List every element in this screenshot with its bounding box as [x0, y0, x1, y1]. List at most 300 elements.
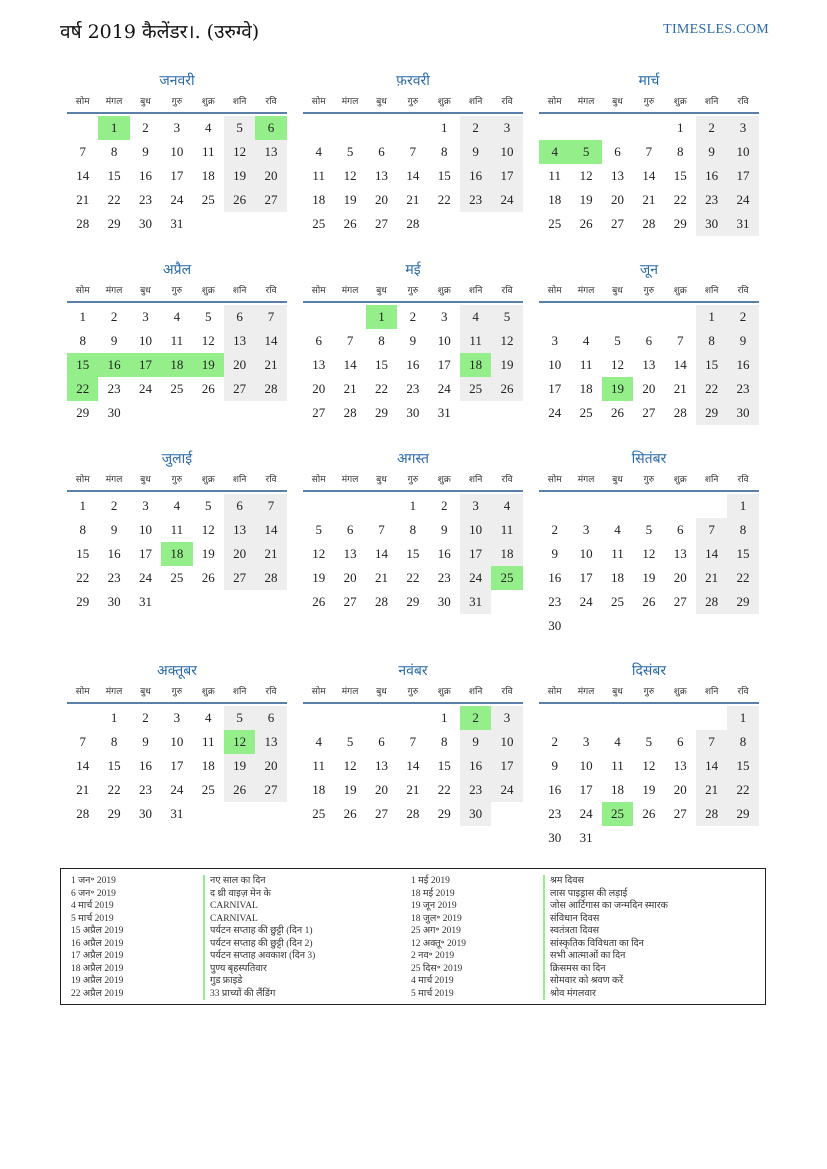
day-cell[interactable]: 1: [696, 305, 727, 329]
day-cell[interactable]: 25: [312, 806, 326, 821]
day-cell[interactable]: 9: [409, 333, 417, 348]
day-cell[interactable]: 4: [614, 734, 621, 749]
day-cell[interactable]: 29: [673, 216, 687, 231]
day-cell[interactable]: 8: [79, 333, 86, 348]
day-cell[interactable]: 16: [437, 546, 451, 561]
day-cell[interactable]: 21: [255, 353, 286, 377]
day-cell[interactable]: 9: [551, 546, 558, 561]
day-cell[interactable]: 12: [201, 333, 215, 348]
day-cell[interactable]: 12: [343, 758, 357, 773]
day-cell[interactable]: 15: [107, 758, 121, 773]
day-cell[interactable]: 2: [142, 710, 149, 725]
day-cell[interactable]: 28: [406, 216, 420, 231]
day-cell[interactable]: 20: [642, 381, 656, 396]
day-cell[interactable]: 12: [224, 140, 255, 164]
day-cell[interactable]: 1: [441, 710, 448, 725]
day-cell[interactable]: 1: [79, 498, 86, 513]
day-cell[interactable]: 31: [170, 806, 184, 821]
day-cell[interactable]: 26: [201, 570, 215, 585]
day-cell[interactable]: 25: [201, 192, 215, 207]
day-cell[interactable]: 1: [409, 498, 417, 513]
day-cell[interactable]: 25: [548, 216, 562, 231]
day-cell[interactable]: 12: [610, 357, 624, 372]
day-cell[interactable]: 16: [548, 782, 562, 797]
day-cell[interactable]: 22: [67, 377, 98, 401]
day-cell[interactable]: 29: [406, 594, 420, 609]
day-cell[interactable]: 15: [696, 353, 727, 377]
day-cell[interactable]: 9: [142, 144, 149, 159]
day-cell[interactable]: 3: [727, 116, 758, 140]
day-cell[interactable]: 30: [406, 405, 420, 420]
day-cell[interactable]: 10: [579, 546, 593, 561]
day-cell[interactable]: 10: [491, 730, 522, 754]
day-cell[interactable]: 26: [343, 806, 357, 821]
day-cell[interactable]: 21: [374, 570, 388, 585]
day-cell[interactable]: 6: [378, 144, 385, 159]
day-cell[interactable]: 11: [201, 734, 215, 749]
day-cell[interactable]: 17: [460, 542, 491, 566]
day-cell[interactable]: 29: [76, 594, 90, 609]
day-cell[interactable]: 3: [582, 522, 590, 537]
day-cell[interactable]: 8: [441, 144, 448, 159]
day-cell[interactable]: 10: [138, 522, 152, 537]
day-cell[interactable]: 16: [138, 168, 152, 183]
day-cell[interactable]: 18: [548, 192, 562, 207]
day-cell[interactable]: 25: [610, 594, 624, 609]
day-cell[interactable]: 26: [224, 778, 255, 802]
day-cell[interactable]: 6: [255, 116, 286, 140]
day-cell[interactable]: 24: [548, 405, 562, 420]
day-cell[interactable]: 17: [170, 168, 184, 183]
day-cell[interactable]: 5: [645, 734, 653, 749]
day-cell[interactable]: 28: [673, 405, 687, 420]
day-cell[interactable]: 24: [727, 188, 758, 212]
day-cell[interactable]: 27: [343, 594, 357, 609]
day-cell[interactable]: 19: [343, 192, 357, 207]
day-cell[interactable]: 11: [611, 758, 624, 773]
day-cell[interactable]: 4: [491, 494, 522, 518]
day-cell[interactable]: 13: [224, 329, 255, 353]
day-cell[interactable]: 25: [170, 381, 184, 396]
day-cell[interactable]: 30: [727, 401, 758, 425]
day-cell[interactable]: 21: [406, 192, 420, 207]
day-cell[interactable]: 9: [727, 329, 758, 353]
day-cell[interactable]: 7: [409, 734, 417, 749]
day-cell[interactable]: 4: [315, 734, 322, 749]
day-cell[interactable]: 12: [642, 758, 656, 773]
day-cell[interactable]: 7: [645, 144, 653, 159]
day-cell[interactable]: 2: [727, 305, 758, 329]
day-cell[interactable]: 3: [582, 734, 590, 749]
day-cell[interactable]: 7: [346, 333, 354, 348]
day-cell[interactable]: 14: [406, 168, 420, 183]
day-cell[interactable]: 19: [312, 570, 326, 585]
day-cell[interactable]: 24: [170, 192, 184, 207]
day-cell[interactable]: 21: [642, 192, 656, 207]
day-cell[interactable]: 14: [255, 329, 286, 353]
day-cell[interactable]: 22: [437, 192, 451, 207]
day-cell[interactable]: 16: [696, 164, 727, 188]
day-cell[interactable]: 23: [107, 570, 121, 585]
day-cell[interactable]: 18: [579, 381, 593, 396]
day-cell[interactable]: 1: [79, 309, 86, 324]
day-cell[interactable]: 13: [374, 758, 388, 773]
day-cell[interactable]: 25: [491, 566, 522, 590]
day-cell[interactable]: 28: [374, 594, 388, 609]
day-cell[interactable]: 2: [409, 309, 417, 324]
day-cell[interactable]: 5: [205, 309, 212, 324]
day-cell[interactable]: 5: [224, 706, 255, 730]
day-cell[interactable]: 28: [642, 216, 656, 231]
day-cell[interactable]: 6: [614, 144, 621, 159]
day-cell[interactable]: 7: [79, 734, 86, 749]
day-cell[interactable]: 17: [130, 353, 161, 377]
day-cell[interactable]: 2: [460, 706, 491, 730]
day-cell[interactable]: 28: [343, 405, 357, 420]
day-cell[interactable]: 25: [201, 782, 215, 797]
day-cell[interactable]: 29: [437, 806, 451, 821]
day-cell[interactable]: 27: [374, 806, 388, 821]
day-cell[interactable]: 17: [437, 357, 451, 372]
day-cell[interactable]: 5: [491, 305, 522, 329]
day-cell[interactable]: 10: [437, 333, 451, 348]
day-cell[interactable]: 6: [645, 333, 653, 348]
day-cell[interactable]: 8: [110, 144, 118, 159]
day-cell[interactable]: 3: [173, 120, 181, 135]
day-cell[interactable]: 4: [315, 144, 322, 159]
day-cell[interactable]: 24: [138, 570, 152, 585]
day-cell[interactable]: 8: [696, 329, 727, 353]
day-cell[interactable]: 15: [374, 357, 388, 372]
day-cell[interactable]: 7: [255, 305, 286, 329]
day-cell[interactable]: 13: [610, 168, 624, 183]
day-cell[interactable]: 12: [491, 329, 522, 353]
day-cell[interactable]: 8: [409, 522, 417, 537]
day-cell[interactable]: 22: [696, 377, 727, 401]
day-cell[interactable]: 24: [491, 188, 522, 212]
day-cell[interactable]: 19: [642, 570, 656, 585]
day-cell[interactable]: 15: [673, 168, 687, 183]
day-cell[interactable]: 4: [205, 710, 212, 725]
day-cell[interactable]: 9: [551, 758, 558, 773]
day-cell[interactable]: 31: [170, 216, 184, 231]
day-cell[interactable]: 28: [406, 806, 420, 821]
day-cell[interactable]: 23: [138, 192, 152, 207]
day-cell[interactable]: 13: [255, 140, 286, 164]
day-cell[interactable]: 5: [315, 522, 322, 537]
day-cell[interactable]: 27: [255, 778, 286, 802]
day-cell[interactable]: 14: [374, 546, 388, 561]
day-cell[interactable]: 12: [343, 168, 357, 183]
day-cell[interactable]: 10: [170, 144, 184, 159]
day-cell[interactable]: 24: [579, 806, 593, 821]
day-cell[interactable]: 19: [491, 353, 522, 377]
day-cell[interactable]: 4: [539, 140, 570, 164]
day-cell[interactable]: 11: [312, 168, 325, 183]
day-cell[interactable]: 20: [610, 192, 624, 207]
day-cell[interactable]: 26: [224, 188, 255, 212]
day-cell[interactable]: 30: [138, 806, 152, 821]
day-cell[interactable]: 2: [551, 522, 558, 537]
day-cell[interactable]: 20: [374, 192, 388, 207]
day-cell[interactable]: 8: [727, 730, 758, 754]
day-cell[interactable]: 17: [727, 164, 758, 188]
day-cell[interactable]: 20: [374, 782, 388, 797]
day-cell[interactable]: 28: [255, 566, 286, 590]
day-cell[interactable]: 16: [107, 546, 121, 561]
day-cell[interactable]: 8: [378, 333, 385, 348]
day-cell[interactable]: 3: [491, 706, 522, 730]
day-cell[interactable]: 30: [138, 216, 152, 231]
day-cell[interactable]: 9: [460, 730, 491, 754]
day-cell[interactable]: 8: [441, 734, 448, 749]
day-cell[interactable]: 1: [110, 710, 118, 725]
day-cell[interactable]: 26: [491, 377, 522, 401]
day-cell[interactable]: 17: [138, 546, 152, 561]
day-cell[interactable]: 30: [548, 830, 562, 845]
day-cell[interactable]: 27: [673, 594, 687, 609]
day-cell[interactable]: 25: [460, 377, 491, 401]
day-cell[interactable]: 23: [460, 188, 491, 212]
day-cell[interactable]: 1: [677, 120, 684, 135]
day-cell[interactable]: 3: [460, 494, 491, 518]
day-cell[interactable]: 2: [110, 309, 118, 324]
day-cell[interactable]: 14: [673, 357, 687, 372]
day-cell[interactable]: 31: [579, 830, 593, 845]
day-cell[interactable]: 17: [491, 754, 522, 778]
day-cell[interactable]: 28: [76, 806, 90, 821]
day-cell[interactable]: 14: [696, 754, 727, 778]
day-cell[interactable]: 24: [579, 594, 593, 609]
day-cell[interactable]: 11: [170, 333, 184, 348]
day-cell[interactable]: 6: [346, 522, 354, 537]
day-cell[interactable]: 21: [673, 381, 687, 396]
day-cell[interactable]: 31: [460, 590, 491, 614]
day-cell[interactable]: 4: [205, 120, 212, 135]
day-cell[interactable]: 19: [201, 546, 215, 561]
day-cell[interactable]: 19: [193, 353, 224, 377]
day-cell[interactable]: 14: [255, 518, 286, 542]
day-cell[interactable]: 9: [696, 140, 727, 164]
day-cell[interactable]: 18: [312, 782, 326, 797]
day-cell[interactable]: 13: [343, 546, 357, 561]
day-cell[interactable]: 13: [224, 518, 255, 542]
day-cell[interactable]: 9: [110, 333, 118, 348]
day-cell[interactable]: 5: [645, 522, 653, 537]
day-cell[interactable]: 14: [76, 758, 90, 773]
day-cell[interactable]: 31: [727, 212, 758, 236]
day-cell[interactable]: 22: [107, 782, 121, 797]
day-cell[interactable]: 16: [460, 754, 491, 778]
day-cell[interactable]: 20: [673, 782, 687, 797]
day-cell[interactable]: 11: [170, 522, 184, 537]
day-cell[interactable]: 1: [98, 116, 129, 140]
day-cell[interactable]: 27: [673, 806, 687, 821]
day-cell[interactable]: 13: [673, 758, 687, 773]
day-cell[interactable]: 26: [343, 216, 357, 231]
day-cell[interactable]: 21: [696, 778, 727, 802]
day-cell[interactable]: 5: [346, 734, 354, 749]
day-cell[interactable]: 16: [548, 570, 562, 585]
day-cell[interactable]: 30: [548, 618, 562, 633]
day-cell[interactable]: 28: [255, 377, 286, 401]
day-cell[interactable]: 17: [170, 758, 184, 773]
day-cell[interactable]: 27: [642, 405, 656, 420]
day-cell[interactable]: 20: [224, 542, 255, 566]
day-cell[interactable]: 3: [491, 116, 522, 140]
day-cell[interactable]: 29: [727, 590, 758, 614]
day-cell[interactable]: 16: [138, 758, 152, 773]
day-cell[interactable]: 27: [610, 216, 624, 231]
day-cell[interactable]: 7: [696, 730, 727, 754]
day-cell[interactable]: 22: [374, 381, 388, 396]
day-cell[interactable]: 11: [312, 758, 325, 773]
day-cell[interactable]: 7: [255, 494, 286, 518]
day-cell[interactable]: 8: [677, 144, 684, 159]
day-cell[interactable]: 4: [614, 522, 621, 537]
day-cell[interactable]: 15: [406, 546, 420, 561]
day-cell[interactable]: 10: [727, 140, 758, 164]
day-cell[interactable]: 13: [374, 168, 388, 183]
day-cell[interactable]: 27: [224, 566, 255, 590]
day-cell[interactable]: 19: [642, 782, 656, 797]
day-cell[interactable]: 7: [79, 144, 86, 159]
day-cell[interactable]: 14: [76, 168, 90, 183]
day-cell[interactable]: 22: [406, 570, 420, 585]
day-cell[interactable]: 21: [343, 381, 357, 396]
day-cell[interactable]: 1: [727, 494, 758, 518]
day-cell[interactable]: 6: [315, 333, 322, 348]
day-cell[interactable]: 23: [406, 381, 420, 396]
day-cell[interactable]: 21: [255, 542, 286, 566]
day-cell[interactable]: 13: [673, 546, 687, 561]
day-cell[interactable]: 15: [437, 168, 451, 183]
day-cell[interactable]: 15: [727, 754, 758, 778]
day-cell[interactable]: 11: [491, 518, 522, 542]
day-cell[interactable]: 21: [696, 566, 727, 590]
day-cell[interactable]: 31: [437, 405, 451, 420]
day-cell[interactable]: 26: [201, 381, 215, 396]
day-cell[interactable]: 12: [579, 168, 593, 183]
day-cell[interactable]: 13: [312, 357, 326, 372]
day-cell[interactable]: 17: [548, 381, 562, 396]
day-cell[interactable]: 12: [224, 730, 255, 754]
day-cell[interactable]: 20: [673, 570, 687, 585]
day-cell[interactable]: 19: [224, 754, 255, 778]
day-cell[interactable]: 6: [224, 305, 255, 329]
day-cell[interactable]: 30: [460, 802, 491, 826]
day-cell[interactable]: 30: [107, 594, 121, 609]
day-cell[interactable]: 5: [224, 116, 255, 140]
day-cell[interactable]: 8: [727, 518, 758, 542]
day-cell[interactable]: 5: [570, 140, 601, 164]
day-cell[interactable]: 7: [409, 144, 417, 159]
day-cell[interactable]: 18: [312, 192, 326, 207]
day-cell[interactable]: 14: [406, 758, 420, 773]
day-cell[interactable]: 22: [727, 566, 758, 590]
day-cell[interactable]: 6: [224, 494, 255, 518]
day-cell[interactable]: 29: [107, 216, 121, 231]
day-cell[interactable]: 20: [255, 164, 286, 188]
day-cell[interactable]: 8: [79, 522, 86, 537]
day-cell[interactable]: 18: [610, 782, 624, 797]
day-cell[interactable]: 17: [579, 782, 593, 797]
day-cell[interactable]: 6: [677, 734, 684, 749]
day-cell[interactable]: 23: [548, 806, 562, 821]
day-cell[interactable]: 16: [98, 353, 129, 377]
day-cell[interactable]: 18: [610, 570, 624, 585]
day-cell[interactable]: 4: [173, 498, 181, 513]
day-cell[interactable]: 19: [579, 192, 593, 207]
day-cell[interactable]: 29: [727, 802, 758, 826]
day-cell[interactable]: 24: [460, 566, 491, 590]
day-cell[interactable]: 10: [548, 357, 562, 372]
day-cell[interactable]: 6: [378, 734, 385, 749]
day-cell[interactable]: 10: [460, 518, 491, 542]
day-cell[interactable]: 21: [406, 782, 420, 797]
day-cell[interactable]: 11: [460, 329, 491, 353]
day-cell[interactable]: 7: [696, 518, 727, 542]
day-cell[interactable]: 31: [138, 594, 152, 609]
day-cell[interactable]: 10: [491, 140, 522, 164]
day-cell[interactable]: 3: [173, 710, 181, 725]
day-cell[interactable]: 27: [312, 405, 326, 420]
day-cell[interactable]: 20: [224, 353, 255, 377]
day-cell[interactable]: 14: [343, 357, 357, 372]
day-cell[interactable]: 11: [201, 144, 215, 159]
day-cell[interactable]: 25: [170, 570, 184, 585]
day-cell[interactable]: 11: [579, 357, 593, 372]
day-cell[interactable]: 16: [406, 357, 420, 372]
day-cell[interactable]: 15: [727, 542, 758, 566]
day-cell[interactable]: 27: [224, 377, 255, 401]
day-cell[interactable]: 20: [255, 754, 286, 778]
day-cell[interactable]: 1: [366, 305, 397, 329]
day-cell[interactable]: 24: [491, 778, 522, 802]
day-cell[interactable]: 20: [343, 570, 357, 585]
day-cell[interactable]: 6: [255, 706, 286, 730]
day-cell[interactable]: 23: [138, 782, 152, 797]
day-cell[interactable]: 14: [696, 542, 727, 566]
day-cell[interactable]: 5: [205, 498, 212, 513]
day-cell[interactable]: 21: [76, 192, 90, 207]
day-cell[interactable]: 20: [312, 381, 326, 396]
day-cell[interactable]: 15: [107, 168, 121, 183]
day-cell[interactable]: 11: [548, 168, 561, 183]
day-cell[interactable]: 24: [170, 782, 184, 797]
brand-link[interactable]: TIMESLES.COM: [663, 22, 769, 37]
day-cell[interactable]: 25: [312, 216, 326, 231]
day-cell[interactable]: 28: [696, 802, 727, 826]
day-cell[interactable]: 17: [491, 164, 522, 188]
day-cell[interactable]: 3: [441, 309, 448, 324]
day-cell[interactable]: 28: [696, 590, 727, 614]
day-cell[interactable]: 18: [161, 542, 192, 566]
day-cell[interactable]: 23: [460, 778, 491, 802]
day-cell[interactable]: 22: [437, 782, 451, 797]
day-cell[interactable]: 4: [460, 305, 491, 329]
day-cell[interactable]: 19: [343, 782, 357, 797]
day-cell[interactable]: 26: [579, 216, 593, 231]
day-cell[interactable]: 5: [346, 144, 354, 159]
day-cell[interactable]: 10: [170, 734, 184, 749]
day-cell[interactable]: 19: [602, 377, 633, 401]
day-cell[interactable]: 7: [378, 522, 385, 537]
day-cell[interactable]: 2: [441, 498, 448, 513]
day-cell[interactable]: 22: [76, 570, 90, 585]
day-cell[interactable]: 26: [642, 594, 656, 609]
day-cell[interactable]: 21: [76, 782, 90, 797]
